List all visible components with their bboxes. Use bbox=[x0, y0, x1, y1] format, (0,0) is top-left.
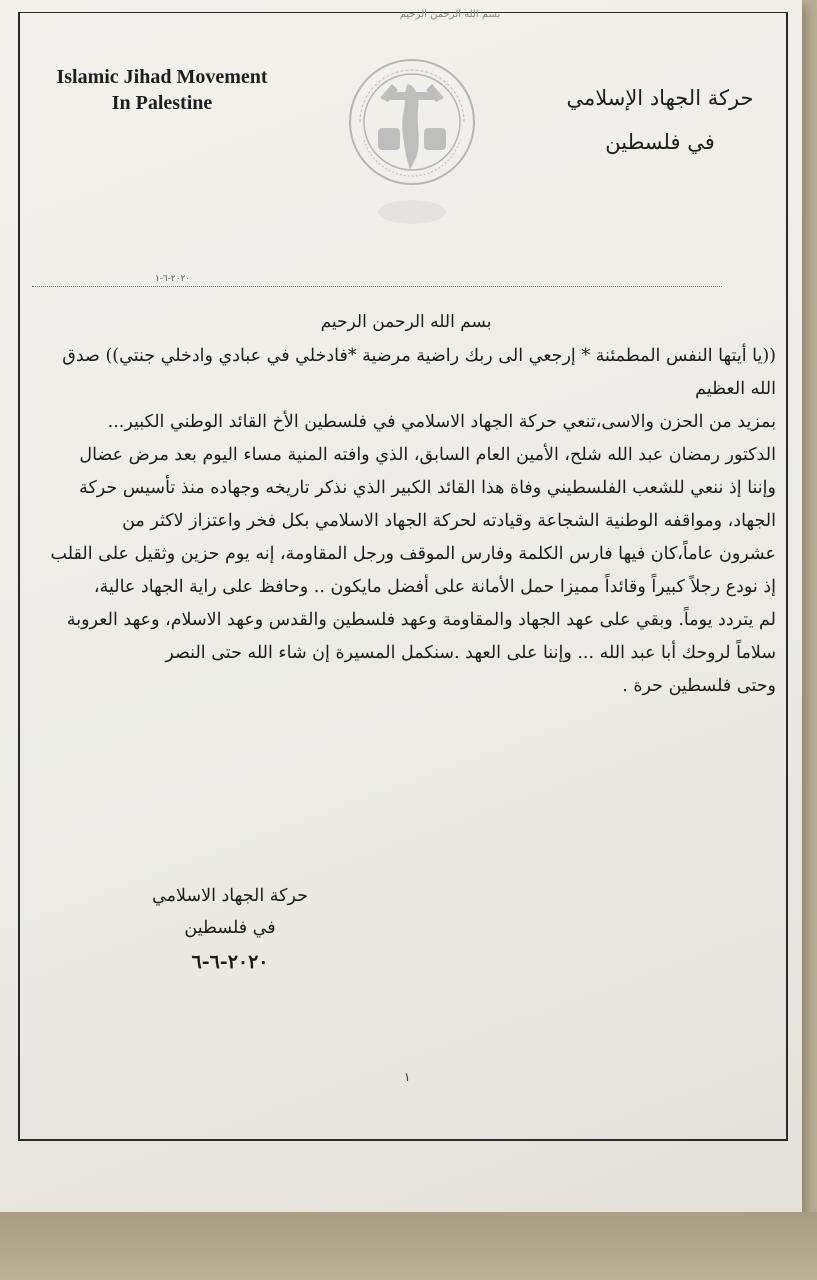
english-letterhead bbox=[32, 64, 292, 116]
top-basmala: بسم الله الرحمن الرحيم bbox=[399, 9, 501, 20]
body-line: سلاماً لروحك أبا عبد الله ... وإننا على العهد .سنكمل المسيرة إن شاء الله حتى النصر bbox=[165, 643, 776, 663]
signature-block bbox=[120, 880, 340, 978]
header-date: ٢٠٢٠-٦-١ bbox=[155, 274, 191, 284]
arabic-title-line1: حركة الجهاد الإسلامي bbox=[566, 86, 754, 110]
body-line: وحتى فلسطين حرة . bbox=[622, 676, 776, 696]
arabic-title-line2: في فلسطين bbox=[605, 130, 715, 154]
body-line: لم يتردد يوماً. وبقي على عهد الجهاد والمقاومة وعهد فلسطين والقدس وعهد الاسلام، وعهد العروبة bbox=[66, 610, 776, 630]
signature-line1: حركة الجهاد الاسلامي bbox=[152, 886, 308, 906]
dotted-divider bbox=[32, 278, 722, 287]
body-line: الجهاد، ومواقفه الوطنية الشجاعة وقيادته لحركة الجهاد الاسلامي بكل فخر واعتزاز لاكثر من bbox=[122, 511, 776, 531]
body-line: إذ نودع رجلاً كبيراً وقائداً مميزا حمل الأمانة على أفضل مايكون .. وحافظ على راية الجهاد عالية، bbox=[93, 577, 776, 597]
body-basmala: بسم الله الرحمن الرحيم bbox=[320, 312, 492, 332]
body-line: بمزيد من الحزن والاسى،تنعي حركة الجهاد الاسلامي في فلسطين الأخ القائد الوطني الكبير... bbox=[107, 412, 776, 432]
desk-surface bbox=[0, 1212, 817, 1280]
islamic-jihad-emblem-icon bbox=[320, 40, 505, 235]
signature-date: ٢٠٢٠-٦-٦ bbox=[191, 951, 269, 973]
body-line: ((يا أيتها النفس المطمئنة * إرجعي الى ربك راضية مرضية *فادخلي في عبادي وادخلي جنتي)) صدق bbox=[62, 346, 776, 366]
english-title-line1: Islamic Jihad Movement bbox=[56, 66, 268, 88]
statement-body bbox=[36, 312, 776, 703]
signature-line2: في فلسطين bbox=[184, 918, 276, 938]
english-title-line2: In Palestine bbox=[111, 92, 213, 114]
body-line: الله العظيم bbox=[695, 379, 776, 399]
body-line: عشرون عاماً،كان فيها فارس الكلمة وفارس الموقف ورجل المقاومة، إنه يوم حزين وثقيل على القلب bbox=[50, 544, 776, 564]
page-number: ١ bbox=[404, 1070, 411, 1084]
arabic-letterhead bbox=[560, 76, 760, 164]
body-line: وإننا إذ ننعي للشعب الفلسطيني وفاة هذا القائد الكبير الذي نذكر تاريخه وجهاده منذ تأسيس حركة bbox=[79, 478, 776, 498]
body-line: الدكتور رمضان عبد الله شلح، الأمين العام السابق، الذي وافته المنية مساء اليوم بعد مرض عضال bbox=[79, 445, 776, 465]
